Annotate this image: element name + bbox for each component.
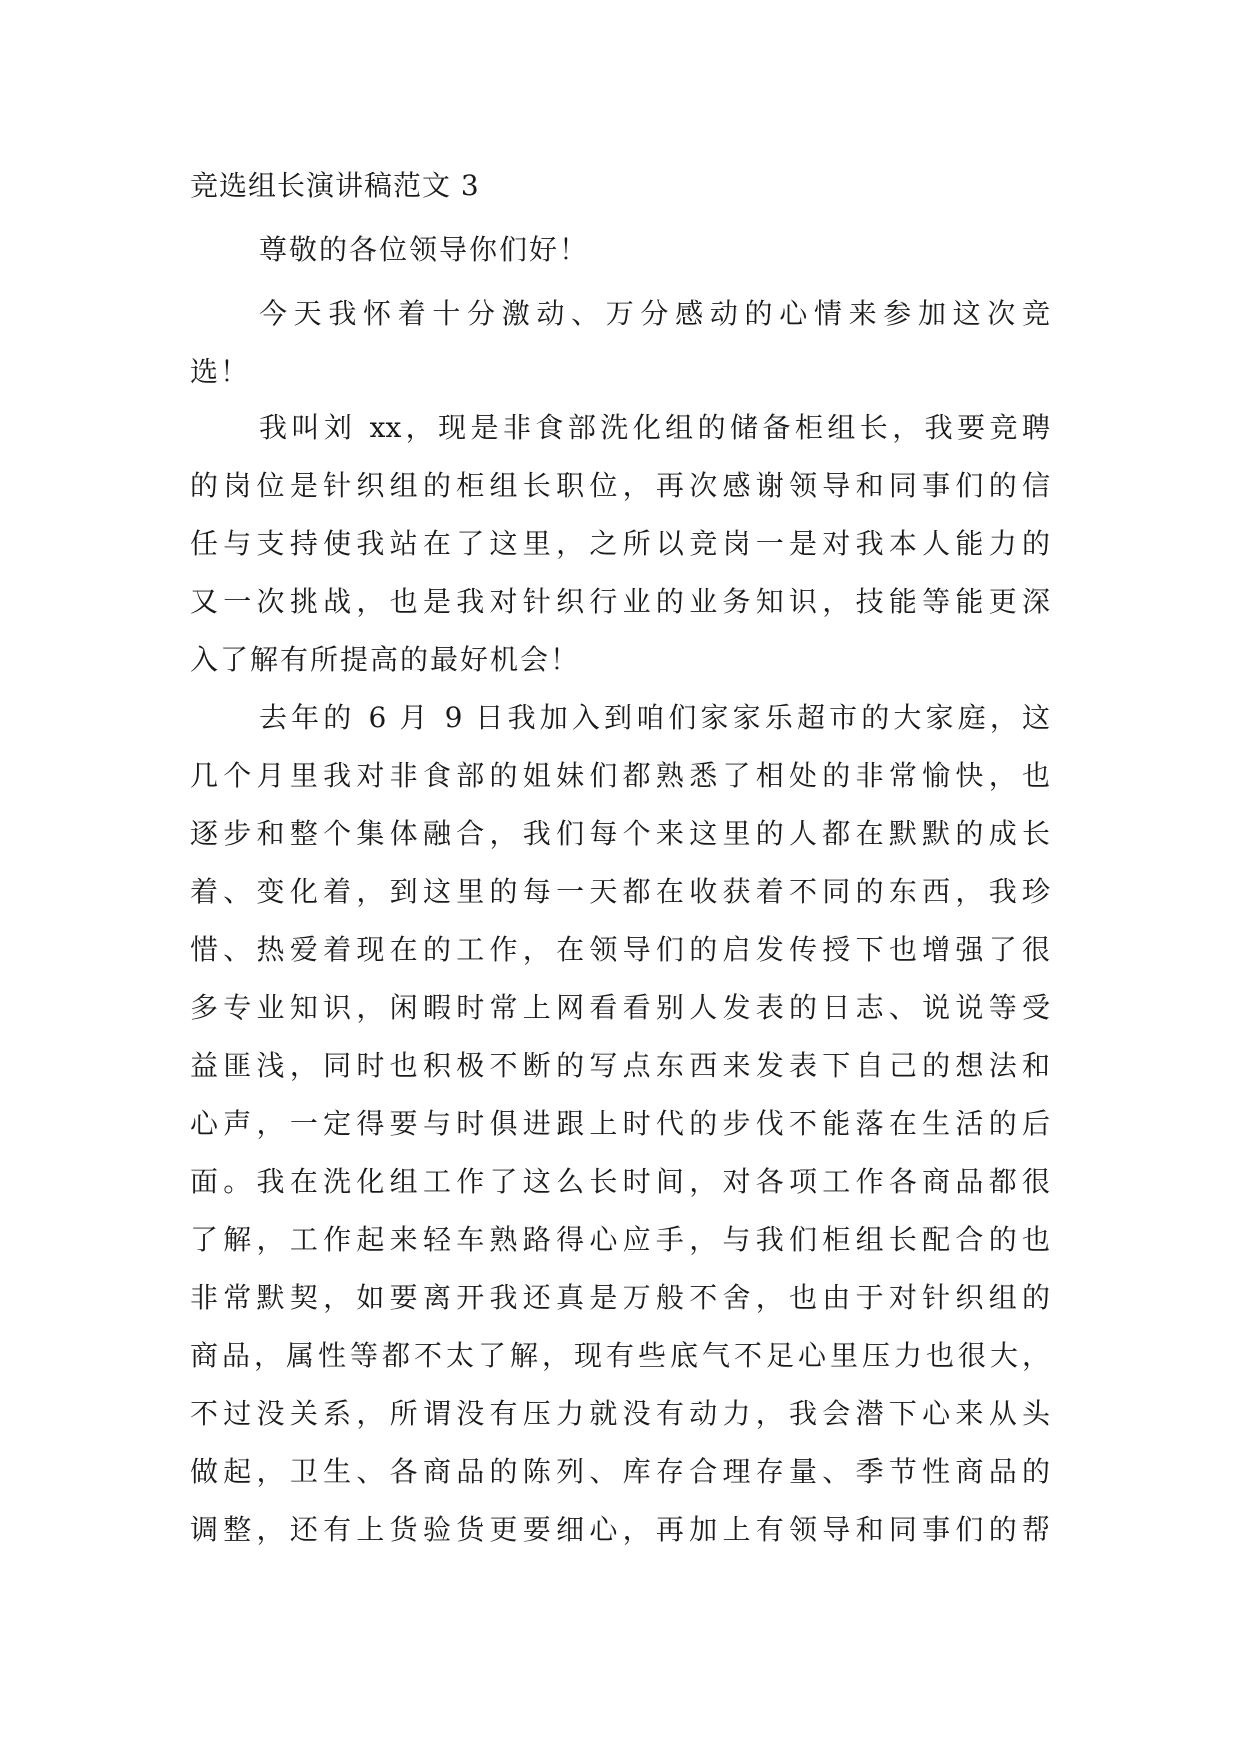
paragraph-line: 惜、热爱着现在的工作，在领导们的启发传授下也增强了很	[190, 933, 1050, 966]
paragraph-line: 又一次挑战，也是我对针织行业的业务知识，技能等能更深	[190, 585, 1050, 618]
paragraph-line: 调整，还有上货验货更要细心，再加上有领导和同事们的帮	[190, 1513, 1050, 1546]
paragraph-line: 多专业知识，闲暇时常上网看看别人发表的日志、说说等受	[190, 991, 1050, 1024]
document-title: 竞选组长演讲稿范文 3	[190, 169, 480, 202]
paragraph-line: 几个月里我对非食部的姐妹们都熟悉了相处的非常愉快，也	[190, 759, 1050, 792]
paragraph-line: 做起，卫生、各商品的陈列、库存合理存量、季节性商品的	[190, 1455, 1050, 1488]
paragraph-line: 商品，属性等都不太了解，现有些底气不足心里压力也很大，	[190, 1339, 1050, 1372]
paragraph-line: 非常默契，如要离开我还真是万般不舍，也由于对针织组的	[190, 1281, 1050, 1314]
paragraph-line: 去年的 6 月 9 日我加入到咱们家家乐超市的大家庭，这	[259, 701, 1050, 734]
paragraph-line: 的岗位是针织组的柜组长职位，再次感谢领导和同事们的信	[190, 469, 1050, 502]
paragraph-line: 逐步和整个集体融合，我们每个来这里的人都在默默的成长	[190, 817, 1050, 850]
paragraph-line: 选！	[190, 355, 251, 388]
paragraph-line: 任与支持使我站在了这里，之所以竞岗一是对我本人能力的	[190, 527, 1050, 560]
paragraph-line: 今天我怀着十分激动、万分感动的心情来参加这次竞	[259, 297, 1050, 330]
paragraph-line: 益匪浅，同时也积极不断的写点东西来发表下自己的想法和	[190, 1049, 1050, 1082]
paragraph-line: 我叫刘 xx，现是非食部洗化组的储备柜组长，我要竞聘	[259, 411, 1050, 444]
paragraph-line: 尊敬的各位领导你们好！	[259, 233, 590, 266]
paragraph-line: 不过没关系，所谓没有压力就没有动力，我会潜下心来从头	[190, 1397, 1050, 1430]
paragraph-line: 了解，工作起来轻车熟路得心应手，与我们柜组长配合的也	[190, 1223, 1050, 1256]
paragraph-line: 着、变化着，到这里的每一天都在收获着不同的东西，我珍	[190, 875, 1050, 908]
paragraph-line: 入了解有所提高的最好机会！	[190, 643, 581, 676]
paragraph-line: 心声，一定得要与时俱进跟上时代的步伐不能落在生活的后	[190, 1107, 1050, 1140]
paragraph-line: 面。我在洗化组工作了这么长时间，对各项工作各商品都很	[190, 1165, 1050, 1198]
